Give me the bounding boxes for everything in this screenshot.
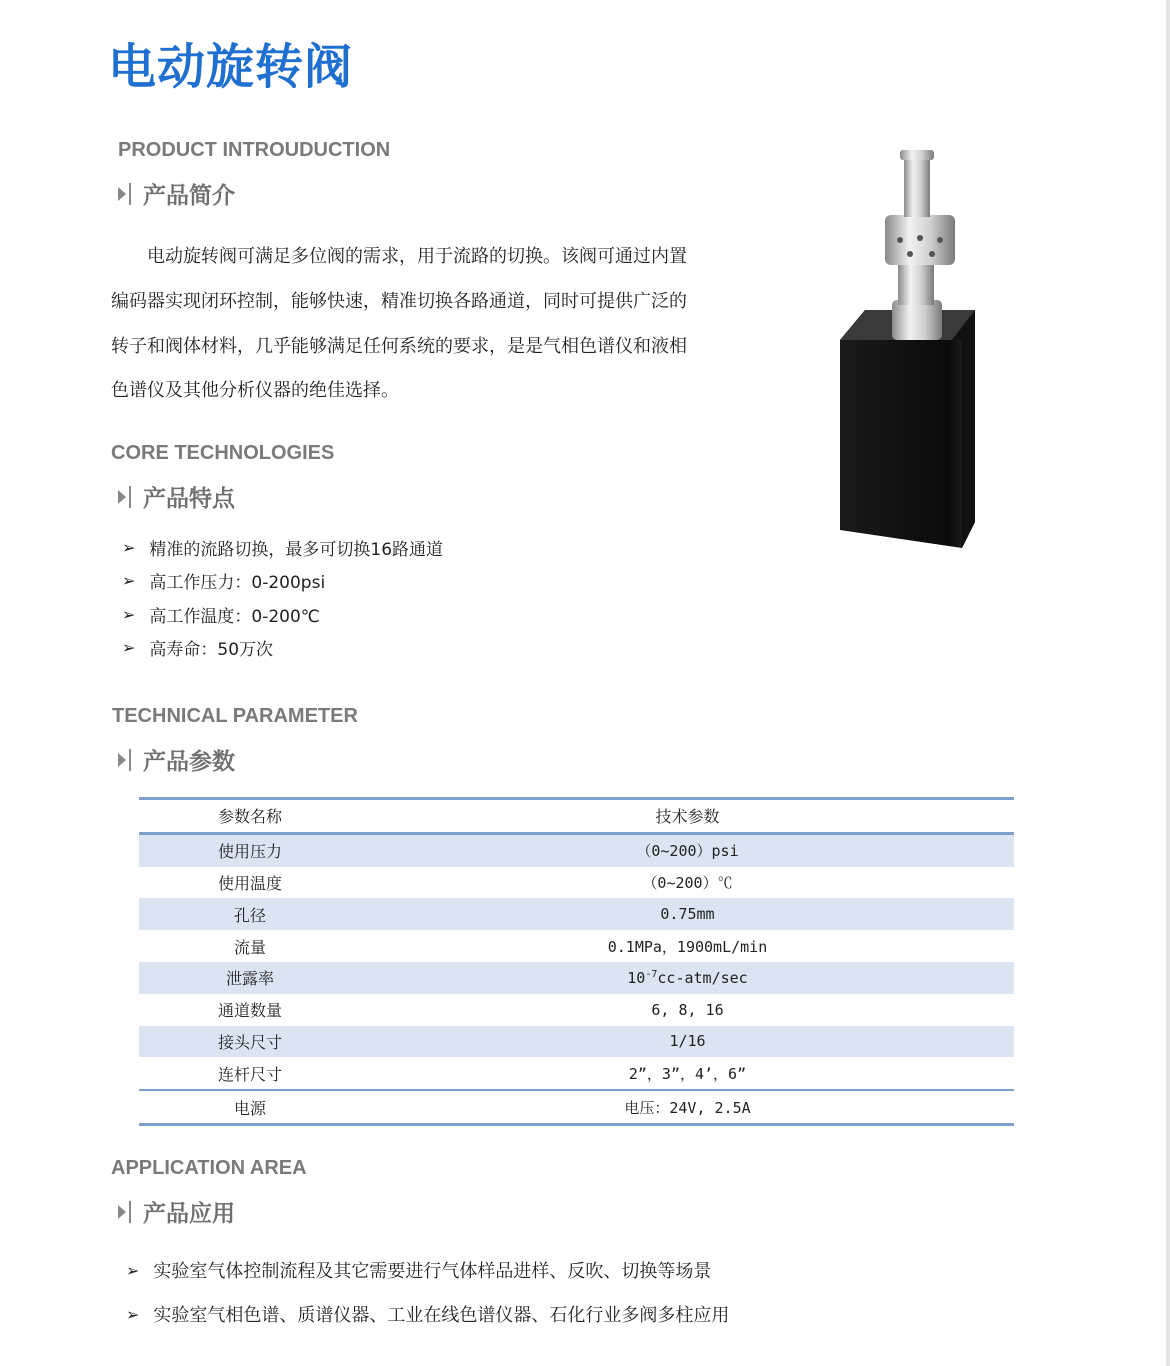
arrow-bullet-icon: ➢ bbox=[122, 571, 136, 590]
parameter-table bbox=[139, 797, 1014, 1126]
intro-line-2: 编码器实现闭环控制，能够快速，精准切换各路通道，同时可提供广泛的 bbox=[111, 291, 687, 312]
intro-en-heading: PRODUCT INTROUDUCTION bbox=[118, 139, 391, 161]
table-row bbox=[139, 962, 1014, 994]
section-marker-icon bbox=[118, 490, 126, 504]
arrow-bullet-icon: ➢ bbox=[126, 1304, 140, 1324]
param-name: 接头尺寸 bbox=[217, 1032, 282, 1052]
product-image bbox=[840, 150, 990, 550]
param-value: 2”，3”，4’，6” bbox=[628, 1064, 747, 1083]
section-marker-icon bbox=[118, 1205, 126, 1219]
param-name: 使用温度 bbox=[217, 873, 282, 893]
arrow-bullet-icon: ➢ bbox=[122, 538, 136, 557]
section-marker-icon bbox=[118, 753, 126, 767]
core-item: ➢ 高工作压力：0-200psi bbox=[122, 571, 326, 593]
param-name: 泄露率 bbox=[225, 969, 274, 989]
table-row bbox=[139, 930, 1014, 962]
arrow-bullet-icon: ➢ bbox=[126, 1260, 140, 1280]
arrow-bullet-icon: ➢ bbox=[122, 638, 136, 657]
section-marker-bar bbox=[129, 749, 131, 771]
core-en-heading: CORE TECHNOLOGIES bbox=[111, 442, 335, 464]
param-value: 6, 8, 16 bbox=[651, 1000, 724, 1019]
arrow-bullet-icon: ➢ bbox=[122, 605, 136, 624]
section-marker-bar bbox=[129, 1201, 131, 1223]
table-row bbox=[139, 994, 1014, 1026]
param-value: （0~200）℃ bbox=[642, 873, 733, 892]
param-name: 流量 bbox=[233, 937, 266, 957]
table-header-cell: 技术参数 bbox=[655, 807, 720, 827]
param-name: 使用压力 bbox=[217, 842, 282, 862]
param-value: （0~200）psi bbox=[636, 842, 739, 861]
core-cn-label: 产品特点 bbox=[143, 486, 235, 512]
param-value: 0.75mm bbox=[660, 905, 715, 924]
application-en-heading: APPLICATION AREA bbox=[111, 1157, 307, 1179]
application-cn-label: 产品应用 bbox=[143, 1201, 235, 1227]
application-item: ➢ 实验室气体控制流程及其它需要进行气体样品进样、反吹、切换等场景 bbox=[126, 1260, 712, 1282]
table-header-row bbox=[139, 799, 1014, 834]
table-row bbox=[139, 867, 1014, 899]
table-header-cell: 参数名称 bbox=[217, 807, 282, 827]
param-value: 电压：24V, 2.5A bbox=[624, 1098, 751, 1117]
intro-cn-heading bbox=[118, 177, 235, 210]
core-item: ➢ 精准的流路切换，最多可切换16路通道 bbox=[122, 538, 444, 560]
param-name: 连杆尺寸 bbox=[217, 1064, 282, 1084]
table-row bbox=[139, 898, 1014, 930]
page-edge bbox=[1166, 0, 1170, 1366]
section-marker-icon bbox=[118, 187, 126, 201]
param-name: 电源 bbox=[233, 1098, 266, 1118]
intro-line-3: 转子和阀体材料，几乎能够满足任何系统的要求，是是气相色谱仪和液相 bbox=[111, 336, 687, 357]
core-cn-heading bbox=[118, 480, 235, 513]
core-item: ➢ 高工作温度：0-200℃ bbox=[122, 605, 320, 627]
param-value: $10^{-7}cc-atm/\sec$ bbox=[627, 968, 748, 987]
section-marker-bar bbox=[129, 183, 131, 205]
table-row bbox=[139, 1090, 1014, 1124]
page-title: 电动旋转阀 bbox=[108, 39, 354, 95]
param-value: 1/16 bbox=[669, 1032, 706, 1051]
param-name: 孔径 bbox=[233, 905, 266, 925]
params-cn-heading bbox=[118, 743, 235, 776]
param-name: 通道数量 bbox=[217, 1001, 282, 1021]
params-en-heading: TECHNICAL PARAMETER bbox=[112, 705, 358, 727]
application-cn-heading bbox=[118, 1195, 235, 1228]
table-row bbox=[139, 1026, 1014, 1058]
intro-line-4: 色谱仪及其他分析仪器的绝佳选择。 bbox=[111, 380, 399, 401]
intro-line-1: 电动旋转阀可满足多位阀的需求，用于流路的切换。该阀可通过内置 bbox=[111, 246, 687, 267]
table-row bbox=[139, 1057, 1014, 1090]
params-cn-label: 产品参数 bbox=[143, 749, 235, 775]
table-row bbox=[139, 833, 1014, 866]
intro-cn-label: 产品简介 bbox=[143, 183, 235, 209]
section-marker-bar bbox=[129, 486, 131, 508]
core-item: ➢ 高寿命：50万次 bbox=[122, 638, 274, 660]
param-value: 0.1MPa，1900mL/min bbox=[607, 937, 768, 956]
application-item: ➢ 实验室气相色谱、质谱仪器、工业在线色谱仪器、石化行业多阀多柱应用 bbox=[126, 1304, 730, 1326]
